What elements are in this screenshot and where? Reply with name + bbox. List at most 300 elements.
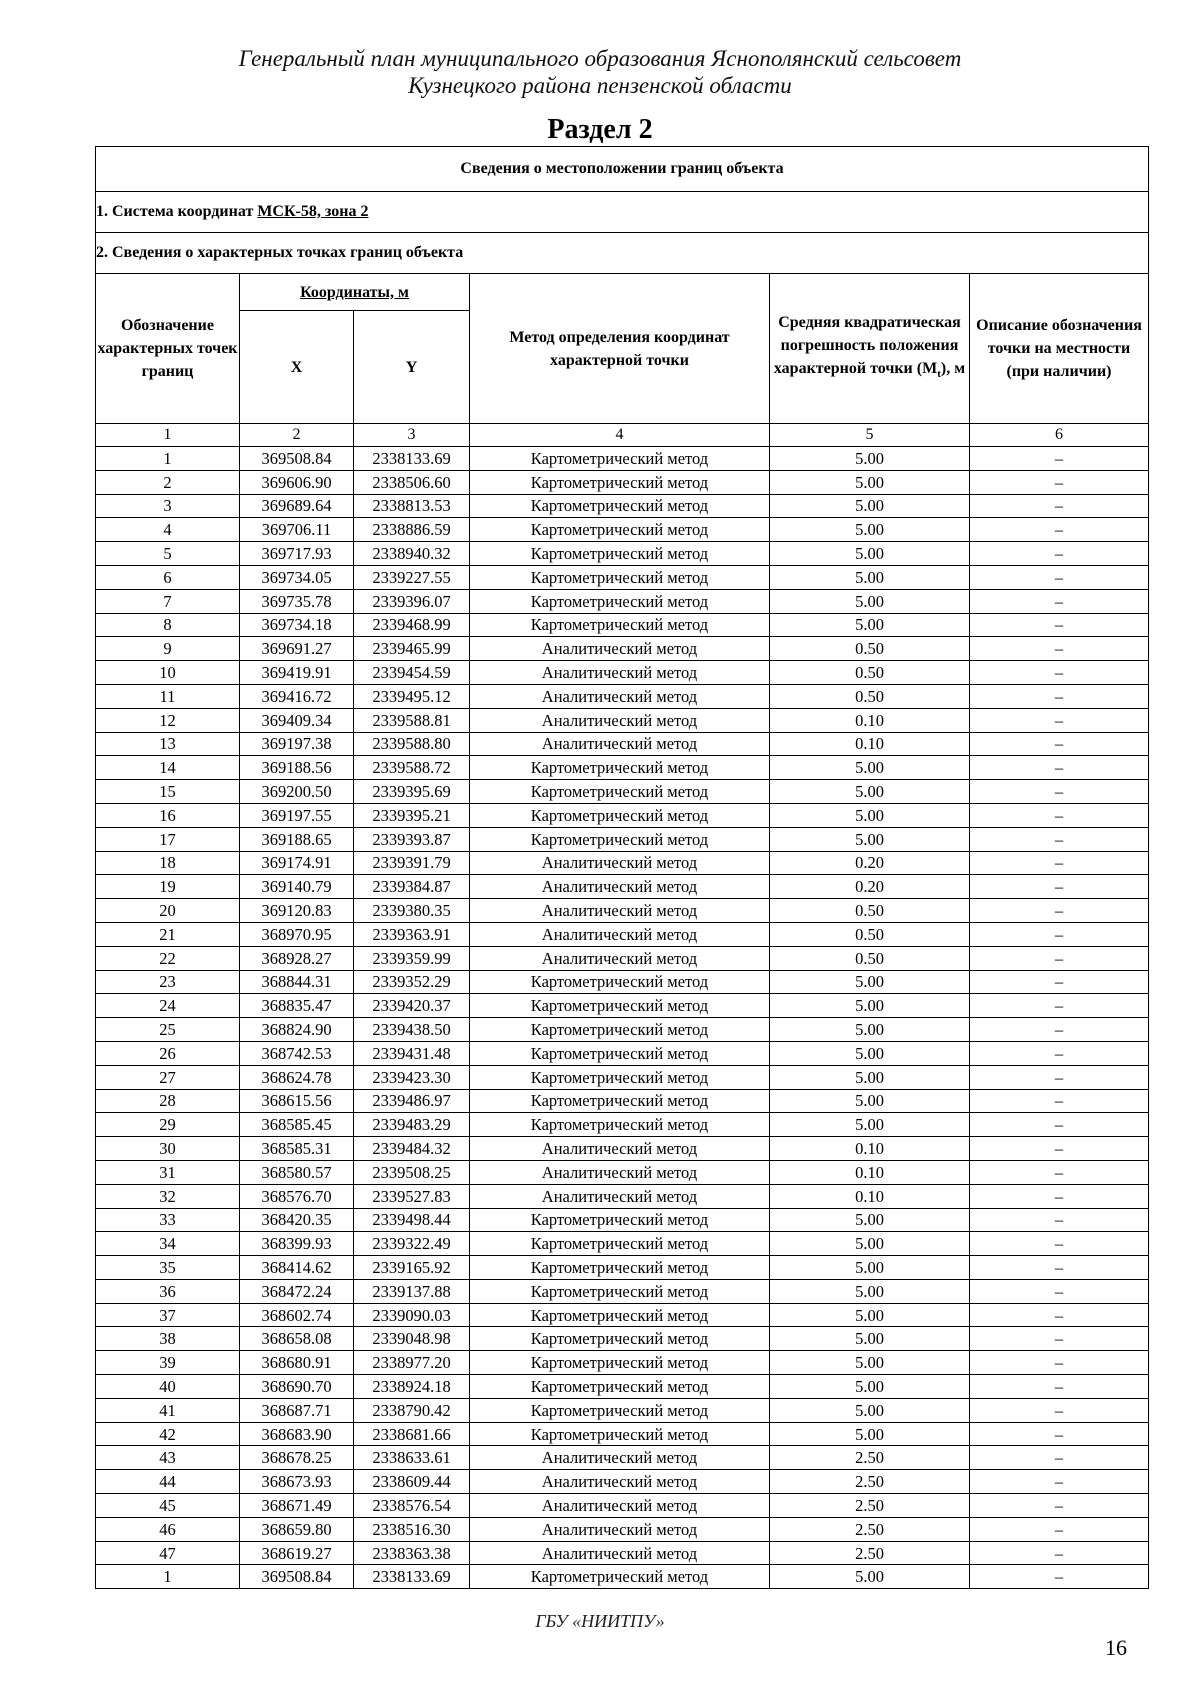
x-coordinate-cell: 369508.84	[240, 1565, 354, 1589]
method-cell: Аналитический метод	[470, 851, 770, 875]
method-cell: Картометрический метод	[470, 518, 770, 542]
method-cell: Картометрический метод	[470, 1351, 770, 1375]
x-coordinate-cell: 368844.31	[240, 970, 354, 994]
error-cell: 5.00	[770, 994, 970, 1018]
x-coordinate-cell: 369120.83	[240, 899, 354, 923]
method-cell: Картометрический метод	[470, 1232, 770, 1256]
y-coordinate-cell: 2339395.69	[354, 780, 470, 804]
column-header-error: Средняя квадратическая погрешность положения характерной точки $(M_t)$, м	[770, 274, 970, 424]
description-cell: –	[970, 1375, 1149, 1399]
point-id-cell: 13	[96, 732, 240, 756]
point-id-cell: 25	[96, 1018, 240, 1042]
description-cell: –	[970, 970, 1149, 994]
point-id-cell: 5	[96, 542, 240, 566]
column-number-cell: 1	[96, 424, 240, 447]
table-row	[96, 922, 1149, 946]
y-coordinate-cell: 2339322.49	[354, 1232, 470, 1256]
method-cell: Аналитический метод	[470, 875, 770, 899]
x-coordinate-cell: 369197.38	[240, 732, 354, 756]
section-title: Раздел 2	[547, 114, 653, 145]
x-coordinate-cell: 368472.24	[240, 1279, 354, 1303]
coordinate-system-value: МСК-58, зона 2	[257, 203, 369, 220]
point-id-cell: 9	[96, 637, 240, 661]
description-cell: –	[970, 899, 1149, 923]
error-cell: 5.00	[770, 1422, 970, 1446]
error-cell: 5.00	[770, 447, 970, 471]
error-cell: 5.00	[770, 756, 970, 780]
x-coordinate-cell: 369606.90	[240, 470, 354, 494]
x-coordinate-cell: 368414.62	[240, 1256, 354, 1280]
point-id-cell: 21	[96, 922, 240, 946]
error-cell: 5.00	[770, 1089, 970, 1113]
y-coordinate-cell: 2339165.92	[354, 1256, 470, 1280]
boundary-points-table	[95, 146, 1149, 1589]
table-row	[96, 875, 1149, 899]
table-row	[96, 661, 1149, 685]
description-cell: –	[970, 1351, 1149, 1375]
description-cell: –	[970, 1279, 1149, 1303]
column-number-cell: 4	[470, 424, 770, 447]
x-coordinate-cell: 368970.95	[240, 922, 354, 946]
table-row	[96, 756, 1149, 780]
description-cell: –	[970, 1494, 1149, 1518]
error-cell: 0.20	[770, 851, 970, 875]
method-cell: Аналитический метод	[470, 708, 770, 732]
method-cell: Картометрический метод	[470, 1565, 770, 1589]
description-cell: –	[970, 1398, 1149, 1422]
x-coordinate-cell: 369734.18	[240, 613, 354, 637]
error-cell: 5.00	[770, 1375, 970, 1399]
y-coordinate-cell: 2339588.81	[354, 708, 470, 732]
x-coordinate-cell: 369706.11	[240, 518, 354, 542]
y-coordinate-cell: 2339468.99	[354, 613, 470, 637]
method-cell: Картометрический метод	[470, 827, 770, 851]
method-cell: Картометрический метод	[470, 1303, 770, 1327]
method-cell: Картометрический метод	[470, 1279, 770, 1303]
error-cell: 5.00	[770, 613, 970, 637]
point-id-cell: 4	[96, 518, 240, 542]
method-cell: Картометрический метод	[470, 1089, 770, 1113]
x-coordinate-cell: 369188.56	[240, 756, 354, 780]
error-cell: 5.00	[770, 1351, 970, 1375]
description-cell: –	[970, 1208, 1149, 1232]
y-coordinate-cell: 2338576.54	[354, 1494, 470, 1518]
x-coordinate-cell: 368624.78	[240, 1065, 354, 1089]
description-cell: –	[970, 494, 1149, 518]
description-cell: –	[970, 1089, 1149, 1113]
table-row	[96, 565, 1149, 589]
description-cell: –	[970, 732, 1149, 756]
description-cell: –	[970, 1232, 1149, 1256]
method-cell: Картометрический метод	[470, 1422, 770, 1446]
method-cell: Аналитический метод	[470, 684, 770, 708]
method-cell: Аналитический метод	[470, 1494, 770, 1518]
error-cell: 2.50	[770, 1470, 970, 1494]
description-cell: –	[970, 470, 1149, 494]
y-coordinate-cell: 2339384.87	[354, 875, 470, 899]
table-row	[96, 1517, 1149, 1541]
point-id-cell: 16	[96, 803, 240, 827]
table-row	[96, 1137, 1149, 1161]
method-cell: Аналитический метод	[470, 1517, 770, 1541]
method-cell: Картометрический метод	[470, 1327, 770, 1351]
y-coordinate-cell: 2339484.32	[354, 1137, 470, 1161]
point-id-cell: 39	[96, 1351, 240, 1375]
description-cell: –	[970, 447, 1149, 471]
method-cell: Картометрический метод	[470, 1398, 770, 1422]
point-id-cell: 31	[96, 1160, 240, 1184]
method-cell: Аналитический метод	[470, 661, 770, 685]
method-cell: Аналитический метод	[470, 922, 770, 946]
point-id-cell: 7	[96, 589, 240, 613]
error-cell: 2.50	[770, 1517, 970, 1541]
error-cell: 5.00	[770, 970, 970, 994]
description-cell: –	[970, 661, 1149, 685]
y-coordinate-cell: 2339396.07	[354, 589, 470, 613]
method-cell: Картометрический метод	[470, 803, 770, 827]
column-number-cell: 3	[354, 424, 470, 447]
error-cell: 5.00	[770, 1565, 970, 1589]
x-coordinate-cell: 368687.71	[240, 1398, 354, 1422]
error-cell: 5.00	[770, 1327, 970, 1351]
error-cell: 0.50	[770, 684, 970, 708]
error-cell: 2.50	[770, 1541, 970, 1565]
description-cell: –	[970, 1470, 1149, 1494]
table-row	[96, 470, 1149, 494]
y-coordinate-cell: 2339048.98	[354, 1327, 470, 1351]
error-cell: 5.00	[770, 780, 970, 804]
table-row	[96, 1208, 1149, 1232]
point-id-cell: 27	[96, 1065, 240, 1089]
y-coordinate-cell: 2339588.72	[354, 756, 470, 780]
table-row	[96, 1375, 1149, 1399]
y-coordinate-cell: 2338790.42	[354, 1398, 470, 1422]
table-row	[96, 1422, 1149, 1446]
column-header-coordinates	[240, 274, 470, 311]
table-row	[96, 1351, 1149, 1375]
error-cell: 5.00	[770, 803, 970, 827]
point-id-cell: 43	[96, 1446, 240, 1470]
x-coordinate-cell: 369689.64	[240, 494, 354, 518]
description-cell: –	[970, 708, 1149, 732]
description-cell: –	[970, 1565, 1149, 1589]
document-header-line-1: Генеральный план муниципального образования Яснополянский сельсовет	[238, 46, 962, 71]
x-coordinate-cell: 369508.84	[240, 447, 354, 471]
description-cell: –	[970, 518, 1149, 542]
error-cell: 5.00	[770, 1113, 970, 1137]
description-cell: –	[970, 1160, 1149, 1184]
x-coordinate-cell: 369200.50	[240, 780, 354, 804]
error-cell: 2.50	[770, 1446, 970, 1470]
point-id-cell: 42	[96, 1422, 240, 1446]
x-coordinate-cell: 369734.05	[240, 565, 354, 589]
table-row	[96, 1065, 1149, 1089]
y-coordinate-cell: 2338813.53	[354, 494, 470, 518]
table-row	[96, 684, 1149, 708]
method-cell: Аналитический метод	[470, 732, 770, 756]
error-cell: 5.00	[770, 470, 970, 494]
method-cell: Аналитический метод	[470, 1160, 770, 1184]
x-coordinate-cell: 369409.34	[240, 708, 354, 732]
y-coordinate-cell: 2338977.20	[354, 1351, 470, 1375]
point-id-cell: 17	[96, 827, 240, 851]
method-cell: Картометрический метод	[470, 542, 770, 566]
point-id-cell: 33	[96, 1208, 240, 1232]
y-coordinate-cell: 2339391.79	[354, 851, 470, 875]
x-coordinate-cell: 368576.70	[240, 1184, 354, 1208]
description-cell: –	[970, 803, 1149, 827]
point-id-cell: 22	[96, 946, 240, 970]
method-cell: Картометрический метод	[470, 470, 770, 494]
description-cell: –	[970, 542, 1149, 566]
y-coordinate-cell: 2339508.25	[354, 1160, 470, 1184]
y-coordinate-cell: 2339137.88	[354, 1279, 470, 1303]
column-number-row	[96, 424, 1149, 447]
y-coordinate-cell: 2339359.99	[354, 946, 470, 970]
y-coordinate-cell: 2339588.80	[354, 732, 470, 756]
y-coordinate-cell: 2339363.91	[354, 922, 470, 946]
x-coordinate-cell: 368658.08	[240, 1327, 354, 1351]
point-id-cell: 1	[96, 1565, 240, 1589]
description-cell: –	[970, 1517, 1149, 1541]
point-id-cell: 32	[96, 1184, 240, 1208]
method-cell: Аналитический метод	[470, 1184, 770, 1208]
y-coordinate-cell: 2339431.48	[354, 1041, 470, 1065]
description-cell: –	[970, 922, 1149, 946]
description-cell: –	[970, 946, 1149, 970]
y-coordinate-cell: 2339227.55	[354, 565, 470, 589]
method-cell: Аналитический метод	[470, 1446, 770, 1470]
table-row	[96, 708, 1149, 732]
table-row	[96, 494, 1149, 518]
table-row	[96, 827, 1149, 851]
table-row	[96, 1184, 1149, 1208]
point-id-cell: 37	[96, 1303, 240, 1327]
point-id-cell: 46	[96, 1517, 240, 1541]
description-cell: –	[970, 827, 1149, 851]
page-number: 16	[1105, 1635, 1127, 1660]
method-cell: Картометрический метод	[470, 1375, 770, 1399]
method-cell: Картометрический метод	[470, 780, 770, 804]
x-coordinate-cell: 368673.93	[240, 1470, 354, 1494]
table-row	[96, 780, 1149, 804]
x-coordinate-cell: 369140.79	[240, 875, 354, 899]
column-header-x: X	[240, 311, 354, 424]
error-cell: 5.00	[770, 589, 970, 613]
table-row	[96, 1160, 1149, 1184]
table-row	[96, 1018, 1149, 1042]
description-cell: –	[970, 780, 1149, 804]
method-cell: Картометрический метод	[470, 756, 770, 780]
x-coordinate-cell: 368690.70	[240, 1375, 354, 1399]
error-cell: 0.50	[770, 661, 970, 685]
error-cell: 5.00	[770, 1303, 970, 1327]
method-cell: Картометрический метод	[470, 589, 770, 613]
error-cell: 0.10	[770, 1184, 970, 1208]
x-coordinate-cell: 368742.53	[240, 1041, 354, 1065]
method-cell: Картометрический метод	[470, 1208, 770, 1232]
x-coordinate-cell: 369174.91	[240, 851, 354, 875]
table-row	[96, 1541, 1149, 1565]
error-cell: 5.00	[770, 494, 970, 518]
description-cell: –	[970, 684, 1149, 708]
table-row	[96, 1470, 1149, 1494]
point-id-cell: 10	[96, 661, 240, 685]
method-cell: Картометрический метод	[470, 994, 770, 1018]
point-id-cell: 36	[96, 1279, 240, 1303]
table-row	[96, 1303, 1149, 1327]
data-rows	[96, 447, 1149, 1589]
description-cell: –	[970, 1327, 1149, 1351]
description-cell: –	[970, 1018, 1149, 1042]
point-id-cell: 14	[96, 756, 240, 780]
method-cell: Картометрический метод	[470, 1113, 770, 1137]
y-coordinate-cell: 2338506.60	[354, 470, 470, 494]
table-row	[96, 447, 1149, 471]
table-row	[96, 1256, 1149, 1280]
table-row	[96, 1494, 1149, 1518]
x-coordinate-cell: 369717.93	[240, 542, 354, 566]
table-row	[96, 1446, 1149, 1470]
y-coordinate-cell: 2339090.03	[354, 1303, 470, 1327]
description-cell: –	[970, 875, 1149, 899]
error-cell: 5.00	[770, 1256, 970, 1280]
error-cell: 0.10	[770, 708, 970, 732]
method-cell: Картометрический метод	[470, 1018, 770, 1042]
x-coordinate-cell: 368671.49	[240, 1494, 354, 1518]
point-id-cell: 45	[96, 1494, 240, 1518]
table-row	[96, 589, 1149, 613]
y-coordinate-cell: 2339495.12	[354, 684, 470, 708]
y-coordinate-cell: 2339498.44	[354, 1208, 470, 1232]
error-cell: 5.00	[770, 1018, 970, 1042]
coordinate-system-row	[96, 192, 1149, 233]
description-cell: –	[970, 1184, 1149, 1208]
error-cell: 0.10	[770, 1160, 970, 1184]
points-heading: 2. Сведения о характерных точках границ объекта	[96, 233, 1149, 274]
description-cell: –	[970, 565, 1149, 589]
column-number-cell: 6	[970, 424, 1149, 447]
x-coordinate-cell: 369188.65	[240, 827, 354, 851]
x-coordinate-cell: 368585.45	[240, 1113, 354, 1137]
point-id-cell: 35	[96, 1256, 240, 1280]
table-row	[96, 542, 1149, 566]
x-coordinate-cell: 369197.55	[240, 803, 354, 827]
point-id-cell: 40	[96, 1375, 240, 1399]
error-cell: 5.00	[770, 1279, 970, 1303]
table-title: Сведения о местоположении границ объекта	[96, 147, 1149, 192]
point-id-cell: 12	[96, 708, 240, 732]
y-coordinate-cell: 2338363.38	[354, 1541, 470, 1565]
point-id-cell: 2	[96, 470, 240, 494]
y-coordinate-cell: 2338886.59	[354, 518, 470, 542]
error-cell: 5.00	[770, 565, 970, 589]
x-coordinate-cell: 368824.90	[240, 1018, 354, 1042]
method-cell: Аналитический метод	[470, 1541, 770, 1565]
y-coordinate-cell: 2339395.21	[354, 803, 470, 827]
table-row	[96, 1113, 1149, 1137]
point-id-cell: 15	[96, 780, 240, 804]
description-cell: –	[970, 994, 1149, 1018]
table-row	[96, 946, 1149, 970]
x-coordinate-cell: 368659.80	[240, 1517, 354, 1541]
method-cell: Картометрический метод	[470, 613, 770, 637]
table-row	[96, 732, 1149, 756]
x-coordinate-cell: 368619.27	[240, 1541, 354, 1565]
description-cell: –	[970, 1303, 1149, 1327]
column-header-method: Метод определения координат характерной точки	[470, 274, 770, 424]
x-coordinate-cell: 368420.35	[240, 1208, 354, 1232]
x-coordinate-cell: 369735.78	[240, 589, 354, 613]
x-coordinate-cell: 368602.74	[240, 1303, 354, 1327]
x-coordinate-cell: 368615.56	[240, 1089, 354, 1113]
y-coordinate-cell: 2338940.32	[354, 542, 470, 566]
point-id-cell: 24	[96, 994, 240, 1018]
x-coordinate-cell: 369416.72	[240, 684, 354, 708]
description-cell: –	[970, 756, 1149, 780]
table-row	[96, 994, 1149, 1018]
method-cell: Аналитический метод	[470, 637, 770, 661]
error-cell: 0.10	[770, 1137, 970, 1161]
point-id-cell: 23	[96, 970, 240, 994]
error-cell: 5.00	[770, 1208, 970, 1232]
x-coordinate-cell: 368678.25	[240, 1446, 354, 1470]
table-row	[96, 1232, 1149, 1256]
description-cell: –	[970, 1446, 1149, 1470]
error-cell: 5.00	[770, 1041, 970, 1065]
error-cell: 5.00	[770, 542, 970, 566]
x-coordinate-cell: 368928.27	[240, 946, 354, 970]
table-row	[96, 613, 1149, 637]
x-coordinate-cell: 368680.91	[240, 1351, 354, 1375]
error-cell: 5.00	[770, 1232, 970, 1256]
table-row	[96, 851, 1149, 875]
error-cell: 0.50	[770, 899, 970, 923]
table-row	[96, 518, 1149, 542]
y-coordinate-cell: 2338133.69	[354, 447, 470, 471]
y-coordinate-cell: 2338133.69	[354, 1565, 470, 1589]
point-id-cell: 29	[96, 1113, 240, 1137]
method-cell: Аналитический метод	[470, 899, 770, 923]
error-cell: 0.50	[770, 946, 970, 970]
point-id-cell: 18	[96, 851, 240, 875]
description-cell: –	[970, 1065, 1149, 1089]
error-cell: 5.00	[770, 1398, 970, 1422]
table-row	[96, 1041, 1149, 1065]
x-coordinate-cell: 368399.93	[240, 1232, 354, 1256]
y-coordinate-cell: 2339352.29	[354, 970, 470, 994]
description-cell: –	[970, 1422, 1149, 1446]
error-cell: 0.50	[770, 922, 970, 946]
point-id-cell: 11	[96, 684, 240, 708]
point-id-cell: 28	[96, 1089, 240, 1113]
error-cell: 2.50	[770, 1494, 970, 1518]
method-cell: Картометрический метод	[470, 1065, 770, 1089]
y-coordinate-cell: 2339454.59	[354, 661, 470, 685]
x-coordinate-cell: 369691.27	[240, 637, 354, 661]
point-id-cell: 38	[96, 1327, 240, 1351]
y-coordinate-cell: 2339380.35	[354, 899, 470, 923]
point-id-cell: 26	[96, 1041, 240, 1065]
method-cell: Аналитический метод	[470, 1470, 770, 1494]
point-id-cell: 34	[96, 1232, 240, 1256]
description-cell: –	[970, 1137, 1149, 1161]
point-id-cell: 47	[96, 1541, 240, 1565]
method-cell: Картометрический метод	[470, 1256, 770, 1280]
point-id-cell: 1	[96, 447, 240, 471]
x-coordinate-cell: 368683.90	[240, 1422, 354, 1446]
error-cell: 5.00	[770, 518, 970, 542]
